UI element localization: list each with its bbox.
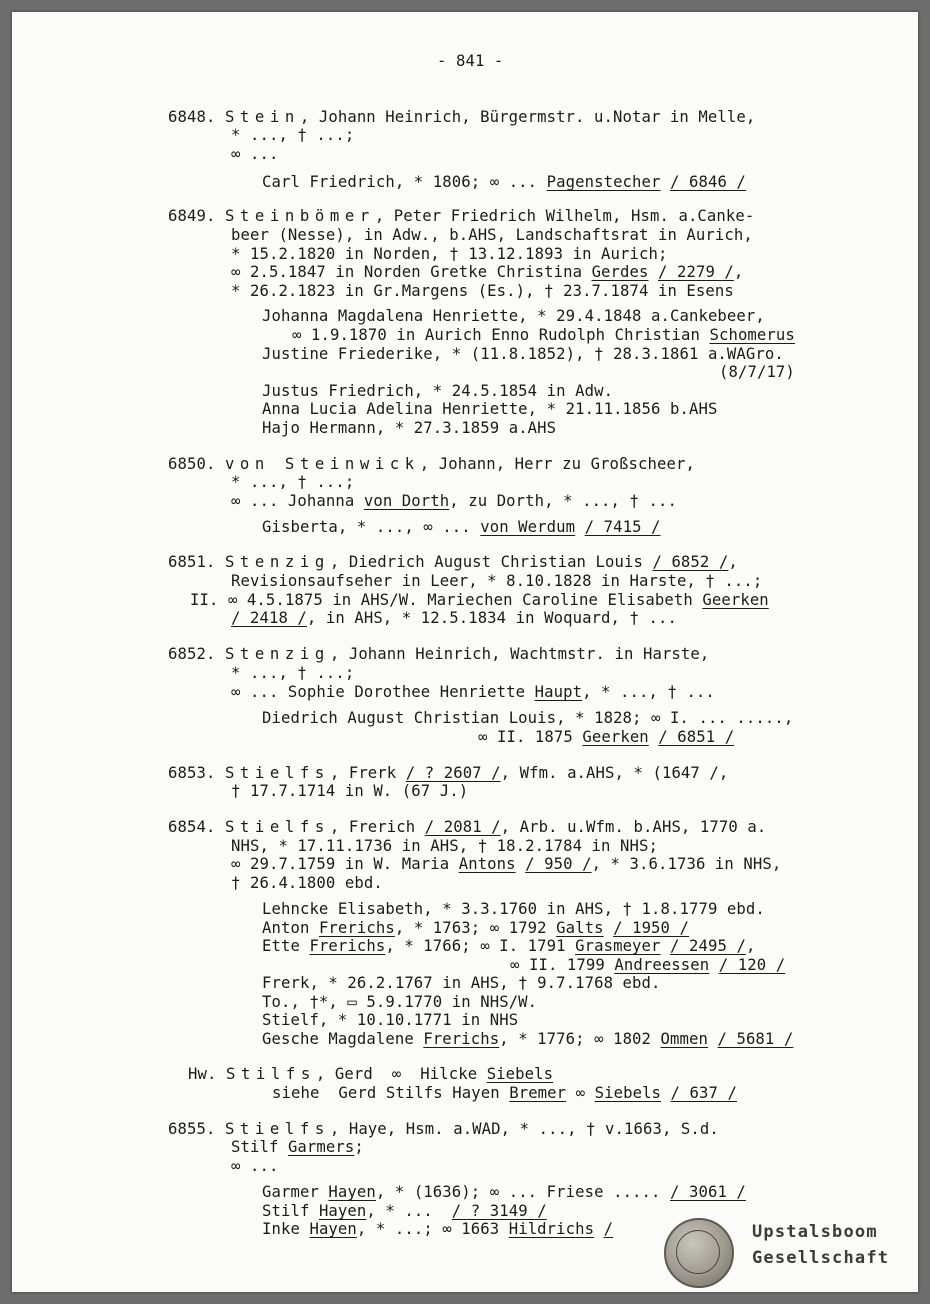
text-line	[231, 683, 715, 701]
cross-reference: Pagenstecher	[546, 173, 661, 191]
text-segment: 6848.	[168, 108, 225, 126]
page-number	[437, 52, 503, 70]
text-line	[262, 1220, 613, 1238]
text-segment: ∞ ...	[231, 145, 279, 163]
entry-surname: Stilfs	[225, 1065, 316, 1083]
text-segment: ∞ ...	[231, 1157, 279, 1175]
cross-reference: / 2279 /	[658, 263, 734, 281]
cross-reference: / 637 /	[670, 1084, 737, 1102]
text-line	[231, 664, 354, 682]
text-line	[272, 1084, 737, 1102]
text-line	[262, 1030, 793, 1048]
text-segment	[661, 1084, 671, 1102]
text-line	[231, 226, 753, 244]
text-segment	[516, 855, 526, 873]
cross-reference: Frerichs	[318, 919, 395, 937]
text-segment: To., †*, ▭ 5.9.1770 in NHS/W.	[262, 993, 538, 1011]
text-line	[262, 400, 717, 418]
text-segment: Hw.	[188, 1065, 226, 1083]
entry-surname: Steinbömer	[224, 207, 375, 225]
text-segment: 6852.	[168, 645, 225, 663]
text-line	[231, 782, 468, 800]
text-line	[262, 937, 755, 955]
text-segment: , * 1776; ∞ 1802	[499, 1030, 661, 1048]
cross-reference: / 6852 /	[652, 553, 729, 571]
cross-reference: Frerichs	[309, 937, 386, 955]
text-segment: ∞ 2.5.1847 in Norden Gretke Christina	[231, 263, 592, 281]
text-segment: * ..., † ...;	[231, 126, 355, 144]
text-line	[231, 492, 677, 510]
text-segment: II. ∞ 4.5.1875 in AHS/W. Mariechen Caroline Elisabeth	[190, 591, 703, 609]
text-segment: Stilf	[231, 1138, 288, 1156]
cross-reference: Schomerus	[709, 326, 795, 344]
text-segment: , Johann Heinrich, Bürgermstr. u.Notar in Melle,	[299, 108, 756, 126]
text-segment: siehe Gerd Stilfs Hayen	[272, 1084, 510, 1102]
text-line	[231, 126, 354, 144]
text-segment: , * ...	[366, 1202, 452, 1220]
cross-reference: Grasmeyer	[575, 937, 661, 955]
text-line	[262, 307, 765, 325]
text-line	[231, 855, 781, 873]
cross-reference: / ? 2607 /	[405, 764, 501, 782]
text-segment: Justine Friederike, * (11.8.1852), † 28.3.1861 a.WAGro.	[262, 345, 784, 363]
text-line	[231, 282, 734, 300]
text-segment: Stilf	[262, 1202, 319, 1220]
text-segment	[661, 173, 671, 191]
text-segment: Ette	[262, 937, 310, 955]
text-segment: ∞ 29.7.1759 in W. Maria	[231, 855, 459, 873]
text-line	[168, 764, 728, 782]
text-line	[168, 818, 766, 836]
text-line	[231, 245, 667, 263]
cross-reference: / 5681 /	[717, 1030, 794, 1048]
text-line	[231, 1157, 278, 1175]
entry-surname: Stein	[224, 108, 300, 126]
cross-reference: Geerken	[582, 728, 649, 746]
entry-surname: Stielfs	[224, 1120, 330, 1138]
text-segment: Anton	[262, 919, 319, 937]
text-line	[262, 345, 784, 363]
cross-reference: Gerdes	[591, 263, 649, 281]
text-segment: , Johann Heinrich, Wachtmstr. in Harste,	[329, 645, 710, 663]
text-line	[188, 1065, 553, 1083]
text-line	[510, 956, 785, 974]
text-segment	[649, 728, 659, 746]
text-segment: ,	[745, 937, 756, 955]
text-segment: , * 3.6.1736 in NHS,	[591, 855, 782, 873]
text-segment: , Gerd ∞ Hilcke	[315, 1065, 487, 1083]
text-line	[719, 363, 795, 381]
text-segment: ∞	[566, 1084, 595, 1102]
text-segment: ,	[728, 553, 738, 571]
text-line	[168, 207, 754, 225]
text-segment: NHS, * 17.11.1736 in AHS, † 18.2.1784 in NHS;	[231, 837, 658, 855]
cross-reference: Haupt	[534, 683, 583, 701]
text-segment: Anna Lucia Adelina Henriette, * 21.11.1856 b.AHS	[262, 400, 718, 418]
text-line	[168, 645, 709, 663]
text-line	[262, 1183, 746, 1201]
text-line	[262, 1011, 518, 1029]
cross-reference: Frerichs	[423, 1030, 500, 1048]
cross-reference: / 6846 /	[670, 173, 746, 191]
text-segment	[575, 518, 585, 536]
cross-reference: / 6851 /	[658, 728, 735, 746]
cross-reference: / 7415 /	[584, 518, 661, 536]
text-segment: 6849.	[168, 207, 225, 225]
text-segment: Lehncke Elisabeth, * 3.3.1760 in AHS, † 1.8.1779 ebd.	[262, 900, 765, 918]
text-segment: , zu Dorth, * ..., † ...	[449, 492, 677, 510]
cross-reference: / 2081 /	[424, 818, 501, 836]
entry-surname: Stielfs	[224, 818, 330, 836]
text-segment: * ..., † ...;	[231, 664, 355, 682]
text-line	[168, 108, 755, 126]
cross-reference: Siebels	[594, 1084, 662, 1102]
text-line	[262, 1202, 547, 1220]
text-line	[231, 837, 658, 855]
text-segment: beer (Nesse), in Adw., b.AHS, Landschaftsrat in Aurich,	[231, 226, 753, 244]
text-segment: , Frerich	[329, 818, 425, 836]
text-segment: , * ...; ∞ 1663	[356, 1220, 509, 1238]
cross-reference: Hayen	[318, 1202, 367, 1220]
cross-reference: / 120 /	[718, 956, 786, 974]
text-line	[262, 419, 556, 437]
text-segment: Revisionsaufseher in Leer, * 8.10.1828 in Harste, † ...;	[231, 572, 763, 590]
cross-reference: / 950 /	[525, 855, 592, 873]
logo-line-2: Gesellschaft	[752, 1248, 890, 1268]
text-line	[478, 728, 734, 746]
text-segment: ∞ ... Sophie Dorothee Henriette	[231, 683, 535, 701]
text-segment: ∞ II. 1799	[510, 956, 615, 974]
text-segment: Carl Friedrich, * 1806; ∞ ...	[262, 173, 547, 191]
text-segment	[661, 937, 671, 955]
text-line	[262, 993, 537, 1011]
text-line	[231, 572, 762, 590]
text-segment: , * (1636); ∞ ... Friese .....	[375, 1183, 671, 1201]
cross-reference: / 1950 /	[613, 919, 690, 937]
society-seal-icon	[664, 1218, 734, 1288]
text-segment: 6853.	[168, 764, 225, 782]
entry-surname: Stenzig	[224, 645, 330, 663]
cross-reference: von Dorth	[363, 492, 450, 510]
text-line	[168, 455, 695, 473]
cross-reference: Geerken	[702, 591, 769, 609]
text-segment: Gisberta, * ..., ∞ ...	[262, 518, 481, 536]
text-segment: ,	[733, 263, 744, 281]
text-segment: Justus Friedrich, * 24.5.1854 in Adw.	[262, 382, 614, 400]
text-line	[262, 382, 613, 400]
text-segment: , Johann, Herr zu Großscheer,	[419, 455, 695, 473]
text-segment: Hajo Hermann, * 27.3.1859 a.AHS	[262, 419, 557, 437]
text-line	[231, 145, 278, 163]
cross-reference: von Werdum	[480, 518, 576, 536]
cross-reference: / ? 3149 /	[451, 1202, 547, 1220]
entry-surname: Stielfs	[224, 764, 330, 782]
text-segment: Gesche Magdalene	[262, 1030, 424, 1048]
cross-reference: Hayen	[309, 1220, 357, 1238]
text-line	[231, 609, 677, 627]
text-segment: ∞ 1.9.1870 in Aurich Enno Rudolph Christian	[292, 326, 710, 344]
entry-surname: Stenzig	[224, 553, 330, 571]
text-line	[168, 1120, 719, 1138]
cross-reference: Andreessen	[614, 956, 710, 974]
text-segment: * ..., † ...;	[231, 473, 355, 491]
cross-reference: Antons	[458, 855, 516, 873]
text-line	[262, 709, 793, 727]
cross-reference: Siebels	[486, 1065, 554, 1083]
text-segment: , Wfm. a.AHS, * (1647 /,	[500, 764, 729, 782]
text-segment: † 26.4.1800 ebd.	[231, 874, 383, 892]
cross-reference: / 3061 /	[670, 1183, 746, 1201]
text-segment: Garmer	[262, 1183, 329, 1201]
text-line	[262, 900, 765, 918]
cross-reference: Hildrichs	[508, 1220, 595, 1238]
text-segment: 6850.	[168, 455, 225, 473]
text-segment: Johanna Magdalena Henriette, * 29.4.1848 a.Cankebeer,	[262, 307, 765, 325]
logo-line-1: Upstalsboom	[752, 1222, 878, 1242]
text-line	[231, 263, 743, 281]
text-segment	[649, 263, 659, 281]
text-segment: * 15.2.1820 in Norden, † 13.12.1893 in Aurich;	[231, 245, 668, 263]
text-segment: , * 1763; ∞ 1792	[394, 919, 557, 937]
text-segment: ;	[354, 1138, 364, 1156]
text-segment	[709, 956, 719, 974]
text-segment	[604, 919, 614, 937]
text-segment: - 841 -	[437, 52, 504, 70]
text-segment: ∞ ... Johanna	[231, 492, 364, 510]
text-segment: 6854.	[168, 818, 225, 836]
text-line	[231, 874, 383, 892]
text-segment: , Diedrich August Christian Louis	[329, 553, 653, 571]
text-line	[262, 518, 661, 536]
text-line	[262, 919, 689, 937]
text-segment: Inke	[262, 1220, 310, 1238]
text-segment: † 17.7.1714 in W. (67 J.)	[231, 782, 469, 800]
text-segment: , * 1766; ∞ I. 1791	[385, 937, 576, 955]
text-segment: , * ..., † ...	[582, 683, 715, 701]
cross-reference: Galts	[556, 919, 604, 937]
document-page	[12, 12, 918, 1292]
text-segment: 6851.	[168, 553, 225, 571]
text-segment: * 26.2.1823 in Gr.Margens (Es.), † 23.7.1874 in Esens	[231, 282, 734, 300]
cross-reference: Bremer	[509, 1084, 567, 1102]
text-segment	[594, 1220, 604, 1238]
text-segment: , Frerk	[329, 764, 406, 782]
text-line	[262, 974, 661, 992]
text-segment: Diedrich August Christian Louis, * 1828; ∞ I. ... .....,	[262, 709, 794, 727]
text-segment: , Haye, Hsm. a.WAD, * ..., † v.1663, S.d.	[329, 1120, 719, 1138]
text-line	[168, 553, 738, 571]
text-segment: 6855.	[168, 1120, 225, 1138]
text-line	[231, 1138, 364, 1156]
text-segment: ∞ II. 1875	[478, 728, 583, 746]
cross-reference: / 2495 /	[670, 937, 746, 955]
text-segment: Stielf, * 10.10.1771 in NHS	[262, 1011, 519, 1029]
text-line	[190, 591, 769, 609]
cross-reference: / 2418 /	[231, 609, 307, 627]
cross-reference: /	[603, 1220, 614, 1238]
cross-reference: Garmers	[287, 1138, 355, 1156]
text-segment: Frerk, * 26.2.1767 in AHS, † 9.7.1768 ebd.	[262, 974, 661, 992]
text-segment: (8/7/17)	[719, 363, 795, 381]
cross-reference: Hayen	[328, 1183, 376, 1201]
cross-reference: Ommen	[660, 1030, 708, 1048]
text-segment: , Peter Friedrich Wilhelm, Hsm. a.Canke-	[374, 207, 755, 225]
entry-surname: von Steinwick	[224, 455, 420, 473]
text-line	[262, 173, 746, 191]
text-segment: , Arb. u.Wfm. b.AHS, 1770 a.	[500, 818, 767, 836]
text-line	[292, 326, 795, 344]
text-segment: , in AHS, * 12.5.1834 in Woquard, † ...	[306, 609, 677, 627]
text-line	[231, 473, 354, 491]
